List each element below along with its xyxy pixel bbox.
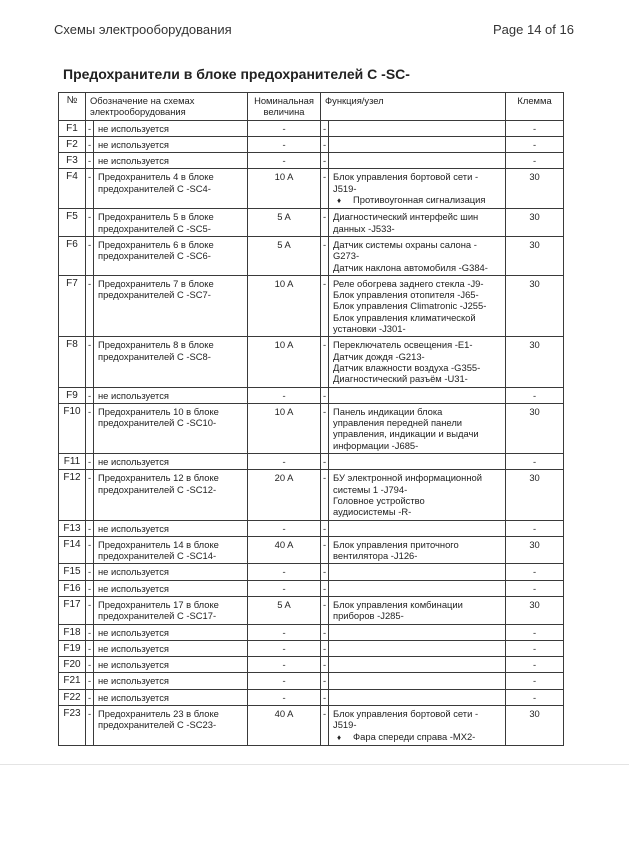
- fuse-function: Реле обогрева заднего стекла -J9- Блок управления отопителя -J65- Блок управления Climatronic -J255- Блок управления климатической установки -J301-: [329, 275, 506, 336]
- separator: -: [86, 673, 94, 689]
- fuse-number: F7: [59, 275, 86, 336]
- fuse-nominal: -: [248, 673, 321, 689]
- separator: -: [86, 657, 94, 673]
- separator: -: [321, 387, 329, 403]
- fuse-terminal: -: [506, 454, 564, 470]
- fuse-designation: не используется: [94, 657, 248, 673]
- separator: -: [321, 706, 329, 746]
- table-row: [59, 657, 564, 673]
- fuse-designation: не используется: [94, 387, 248, 403]
- separator: -: [321, 624, 329, 640]
- fuse-designation: Предохранитель 7 в блоке предохранителей С -SC7-: [94, 275, 248, 336]
- fuse-number: F12: [59, 470, 86, 520]
- fuse-nominal: -: [248, 640, 321, 656]
- separator: -: [86, 689, 94, 705]
- fuse-number: F6: [59, 236, 86, 275]
- separator: -: [321, 236, 329, 275]
- table-row: [59, 596, 564, 624]
- fuse-terminal: 30: [506, 706, 564, 746]
- separator: -: [321, 564, 329, 580]
- separator: -: [321, 337, 329, 387]
- fuse-designation: не используется: [94, 564, 248, 580]
- fuse-number: F13: [59, 520, 86, 536]
- fuse-function: [329, 387, 506, 403]
- table-row: [59, 454, 564, 470]
- fuse-function: [329, 640, 506, 656]
- fuse-number: F9: [59, 387, 86, 403]
- fuse-terminal: 30: [506, 403, 564, 453]
- table-row: [59, 564, 564, 580]
- fuse-designation: не используется: [94, 136, 248, 152]
- fuse-function: Блок управления бортовой сети - J519- ♦ Противоугонная сигнализация: [329, 169, 506, 209]
- fuse-number: F14: [59, 536, 86, 564]
- fuse-number: F2: [59, 136, 86, 152]
- fuse-number: F16: [59, 580, 86, 596]
- fuse-terminal: 30: [506, 596, 564, 624]
- fuse-designation: Предохранитель 8 в блоке предохранителей С -SC8-: [94, 337, 248, 387]
- fuse-nominal: -: [248, 153, 321, 169]
- fuse-terminal: 30: [506, 337, 564, 387]
- fuse-function: Датчик системы охраны салона - G273- Датчик наклона автомобиля -G384-: [329, 236, 506, 275]
- separator: -: [86, 580, 94, 596]
- table-row: [59, 536, 564, 564]
- fuse-nominal: -: [248, 454, 321, 470]
- separator: -: [321, 454, 329, 470]
- fuse-nominal: 5 A: [248, 596, 321, 624]
- separator: -: [321, 403, 329, 453]
- separator: -: [321, 596, 329, 624]
- separator: -: [86, 153, 94, 169]
- fuse-designation: Предохранитель 23 в блоке предохранителей С -SC23-: [94, 706, 248, 746]
- separator: -: [86, 275, 94, 336]
- fuse-function: Блок управления комбинации приборов -J285-: [329, 596, 506, 624]
- fuse-number: F21: [59, 673, 86, 689]
- separator: -: [86, 337, 94, 387]
- fuse-number: F17: [59, 596, 86, 624]
- page-title: Предохранители в блоке предохранителей C -SC-: [63, 66, 410, 82]
- fuse-terminal: 30: [506, 209, 564, 237]
- fuse-nominal: 40 A: [248, 536, 321, 564]
- fuse-terminal: -: [506, 520, 564, 536]
- document-header-left: Схемы электрооборудования: [54, 22, 232, 37]
- separator: -: [86, 470, 94, 520]
- fuse-terminal: 30: [506, 236, 564, 275]
- table-row: [59, 120, 564, 136]
- fuse-terminal: -: [506, 136, 564, 152]
- separator: -: [321, 536, 329, 564]
- fuse-terminal: -: [506, 640, 564, 656]
- fuse-terminal: 30: [506, 536, 564, 564]
- separator: -: [86, 596, 94, 624]
- table-row: [59, 136, 564, 152]
- fuse-number: F4: [59, 169, 86, 209]
- diamond-bullet-icon: ♦: [337, 196, 342, 206]
- header-terminal: Клемма: [506, 93, 564, 121]
- separator: -: [86, 640, 94, 656]
- separator: -: [86, 236, 94, 275]
- separator: -: [321, 275, 329, 336]
- table-row: [59, 624, 564, 640]
- fuse-nominal: 40 A: [248, 706, 321, 746]
- fuse-terminal: -: [506, 689, 564, 705]
- fuse-terminal: 30: [506, 169, 564, 209]
- separator: -: [86, 136, 94, 152]
- fuse-designation: не используется: [94, 689, 248, 705]
- fuse-function: Панель индикации блока управления передней панели управления, индикации и выдачи информации -J685-: [329, 403, 506, 453]
- fuse-designation: Предохранитель 10 в блоке предохранителей С -SC10-: [94, 403, 248, 453]
- separator: -: [86, 706, 94, 746]
- fuse-number: F22: [59, 689, 86, 705]
- fuse-number: F10: [59, 403, 86, 453]
- separator: -: [86, 120, 94, 136]
- table-row: [59, 403, 564, 453]
- scan-divider: [0, 764, 629, 765]
- fuse-designation: не используется: [94, 640, 248, 656]
- fuse-designation: не используется: [94, 120, 248, 136]
- fuse-terminal: 30: [506, 275, 564, 336]
- separator: -: [321, 470, 329, 520]
- fuse-function: [329, 580, 506, 596]
- fuse-designation: Предохранитель 14 в блоке предохранителей С -SC14-: [94, 536, 248, 564]
- separator: -: [321, 689, 329, 705]
- header-function: Функция/узел: [321, 93, 506, 121]
- fuse-terminal: -: [506, 387, 564, 403]
- fuse-nominal: 10 A: [248, 275, 321, 336]
- separator: -: [86, 387, 94, 403]
- fuse-function: [329, 673, 506, 689]
- fuse-function: [329, 564, 506, 580]
- fuse-function: [329, 624, 506, 640]
- fuse-designation: Предохранитель 4 в блоке предохранителей С -SC4-: [94, 169, 248, 209]
- separator: -: [321, 657, 329, 673]
- fuse-function: Диагностический интерфейс шин данных -J533-: [329, 209, 506, 237]
- table-row: [59, 153, 564, 169]
- table-row: [59, 706, 564, 746]
- fuse-function: Блок управления приточного вентилятора -J126-: [329, 536, 506, 564]
- separator: -: [321, 520, 329, 536]
- separator: -: [321, 580, 329, 596]
- fuse-designation: не используется: [94, 153, 248, 169]
- fuse-nominal: 5 A: [248, 209, 321, 237]
- separator: -: [86, 403, 94, 453]
- table-row: [59, 169, 564, 209]
- fuse-terminal: 30: [506, 470, 564, 520]
- fuse-nominal: 20 A: [248, 470, 321, 520]
- fuse-nominal: 5 A: [248, 236, 321, 275]
- fuse-number: F19: [59, 640, 86, 656]
- diamond-bullet-icon: ♦: [337, 732, 342, 742]
- fuse-number: F15: [59, 564, 86, 580]
- fuse-number: F3: [59, 153, 86, 169]
- fuse-terminal: -: [506, 657, 564, 673]
- fuse-nominal: 10 A: [248, 169, 321, 209]
- fuse-function: Блок управления бортовой сети - J519- ♦ Фара спереди справа -MX2-: [329, 706, 506, 746]
- fuse-nominal: -: [248, 136, 321, 152]
- fuse-nominal: -: [248, 120, 321, 136]
- fuse-designation: Предохранитель 6 в блоке предохранителей С -SC6-: [94, 236, 248, 275]
- separator: -: [86, 520, 94, 536]
- fuse-number: F11: [59, 454, 86, 470]
- fuse-nominal: -: [248, 520, 321, 536]
- fuse-number: F18: [59, 624, 86, 640]
- separator: -: [86, 454, 94, 470]
- header-no: №: [59, 93, 86, 121]
- table-row: [59, 580, 564, 596]
- table-header-row: [59, 93, 564, 121]
- separator: -: [86, 169, 94, 209]
- fuse-terminal: -: [506, 673, 564, 689]
- fuse-function: [329, 657, 506, 673]
- fuse-designation: Предохранитель 5 в блоке предохранителей С -SC5-: [94, 209, 248, 237]
- fuse-nominal: -: [248, 689, 321, 705]
- fuse-nominal: -: [248, 580, 321, 596]
- table-row: [59, 673, 564, 689]
- fuse-nominal: 10 A: [248, 403, 321, 453]
- table-row: [59, 387, 564, 403]
- separator: -: [321, 153, 329, 169]
- fuse-function: [329, 120, 506, 136]
- page-indicator: Page 14 of 16: [493, 22, 574, 37]
- separator: -: [321, 673, 329, 689]
- fuse-nominal: 10 A: [248, 337, 321, 387]
- fuse-terminal: -: [506, 580, 564, 596]
- separator: -: [86, 564, 94, 580]
- fuse-number: F20: [59, 657, 86, 673]
- separator: -: [321, 120, 329, 136]
- fuse-terminal: -: [506, 564, 564, 580]
- fuse-designation: не используется: [94, 520, 248, 536]
- fuse-function: [329, 454, 506, 470]
- fuse-table: [58, 92, 564, 746]
- fuse-designation: не используется: [94, 454, 248, 470]
- fuse-function: БУ электронной информационной системы 1 -J794- Головное устройство аудиосистемы -R-: [329, 470, 506, 520]
- table-row: [59, 520, 564, 536]
- fuse-number: F8: [59, 337, 86, 387]
- separator: -: [321, 136, 329, 152]
- separator: -: [321, 169, 329, 209]
- table-row: [59, 236, 564, 275]
- table-row: [59, 209, 564, 237]
- fuse-nominal: -: [248, 657, 321, 673]
- fuse-designation: не используется: [94, 673, 248, 689]
- separator: -: [321, 209, 329, 237]
- table-row: [59, 470, 564, 520]
- header-nominal: Номинальная величина: [248, 93, 321, 121]
- table-row: [59, 337, 564, 387]
- separator: -: [321, 640, 329, 656]
- fuse-function: [329, 136, 506, 152]
- table-row: [59, 689, 564, 705]
- fuse-terminal: -: [506, 120, 564, 136]
- fuse-function: [329, 689, 506, 705]
- fuse-nominal: -: [248, 387, 321, 403]
- fuse-terminal: -: [506, 624, 564, 640]
- fuse-number: F1: [59, 120, 86, 136]
- fuse-nominal: -: [248, 564, 321, 580]
- fuse-designation: не используется: [94, 624, 248, 640]
- fuse-designation: Предохранитель 12 в блоке предохранителей С -SC12-: [94, 470, 248, 520]
- fuse-terminal: -: [506, 153, 564, 169]
- fuse-function: Переключатель освещения -E1- Датчик дождя -G213- Датчик влажности воздуха -G355- Диагностический разъём -U31-: [329, 337, 506, 387]
- fuse-number: F23: [59, 706, 86, 746]
- separator: -: [86, 624, 94, 640]
- fuse-designation: не используется: [94, 580, 248, 596]
- separator: -: [86, 209, 94, 237]
- table-row: [59, 275, 564, 336]
- fuse-function: [329, 520, 506, 536]
- separator: -: [86, 536, 94, 564]
- header-designation: Обозначение на схемах электрооборудования: [86, 93, 248, 121]
- fuse-nominal: -: [248, 624, 321, 640]
- fuse-designation: Предохранитель 17 в блоке предохранителей С -SC17-: [94, 596, 248, 624]
- fuse-number: F5: [59, 209, 86, 237]
- fuse-function: [329, 153, 506, 169]
- table-row: [59, 640, 564, 656]
